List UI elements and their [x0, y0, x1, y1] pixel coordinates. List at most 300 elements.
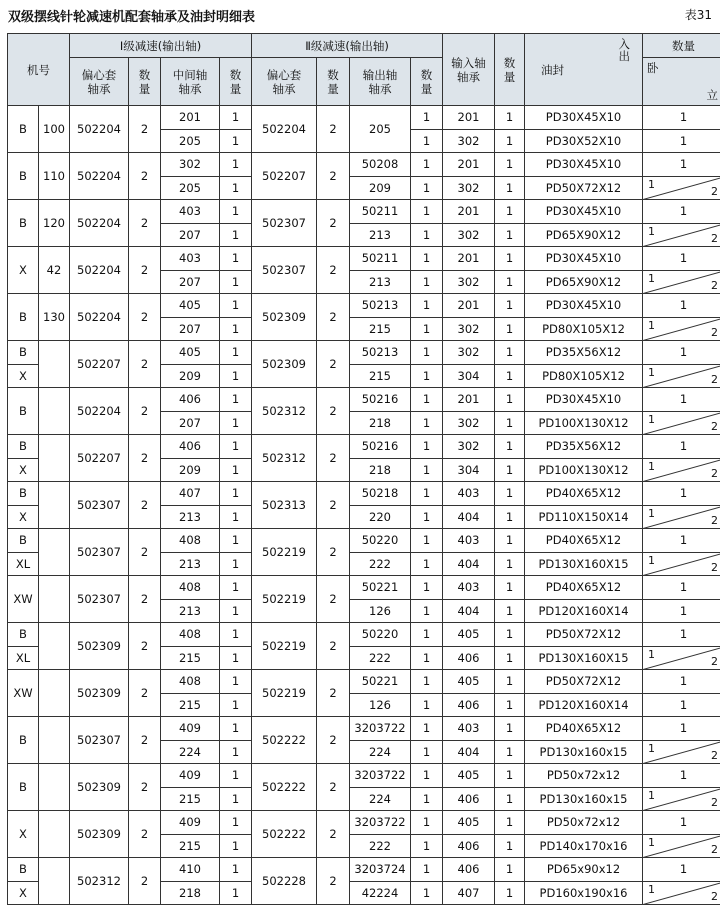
mid-bearing: 215	[161, 693, 220, 717]
ecc-qty-1: 2	[129, 576, 161, 623]
ecc-bearing-1: 502307	[70, 576, 129, 623]
mid-bearing: 207	[161, 317, 220, 341]
seal-quantity	[643, 787, 720, 811]
mid-bearing: 408	[161, 529, 220, 553]
input-bearing: 201	[443, 200, 495, 224]
table-row	[8, 341, 720, 365]
input-qty: 1	[495, 834, 525, 858]
qty-horizontal: 1	[648, 506, 656, 520]
model-type: B	[8, 529, 39, 553]
ecc-qty-1: 2	[129, 482, 161, 529]
mid-bearing: 406	[161, 435, 220, 459]
model-type: B	[8, 435, 39, 459]
ecc-bearing-2: 502219	[252, 529, 317, 576]
out-bearing: 224	[350, 740, 411, 764]
qty-vertical: 2	[711, 326, 719, 339]
ecc-qty-1: 2	[129, 811, 161, 858]
seal-quantity	[643, 411, 720, 435]
ecc-qty-1: 2	[129, 153, 161, 200]
oil-seal: PD130x160x15	[525, 787, 643, 811]
qty-common: 1	[679, 768, 688, 783]
model-size	[39, 811, 70, 858]
input-bearing: 405	[443, 764, 495, 788]
input-qty: 1	[495, 740, 525, 764]
table-row	[8, 200, 720, 224]
ecc-qty-2: 2	[317, 670, 350, 717]
input-bearing: 407	[443, 881, 495, 905]
model-size	[39, 858, 70, 905]
qty-vertical: 2	[711, 467, 719, 480]
ecc-bearing-2: 502312	[252, 435, 317, 482]
seal-quantity	[643, 740, 720, 764]
seal-quantity	[643, 881, 720, 905]
qty-vertical: 2	[711, 232, 719, 245]
out-bearing: 126	[350, 693, 411, 717]
mid-qty: 1	[220, 435, 252, 459]
input-bearing: 201	[443, 247, 495, 271]
input-qty: 1	[495, 717, 525, 741]
oil-seal: PD40X65X12	[525, 482, 643, 506]
qty-vertical: 2	[711, 420, 719, 433]
seal-quantity	[643, 670, 720, 694]
seal-quantity	[643, 458, 720, 482]
input-bearing: 302	[443, 341, 495, 365]
out-qty: 1	[411, 764, 443, 788]
mid-qty: 1	[220, 223, 252, 247]
ecc-bearing-2: 502219	[252, 623, 317, 670]
ecc-bearing-1: 502312	[70, 858, 129, 905]
model-size	[39, 670, 70, 717]
out-qty: 1	[411, 529, 443, 553]
header-qty4: 数 量	[411, 58, 443, 106]
qty-horizontal: 1	[648, 271, 656, 285]
mid-bearing: 409	[161, 717, 220, 741]
input-qty: 1	[495, 294, 525, 318]
model-type: X	[8, 811, 39, 858]
ecc-qty-1: 2	[129, 764, 161, 811]
ecc-qty-2: 2	[317, 529, 350, 576]
out-qty: 1	[411, 834, 443, 858]
out-qty: 1	[411, 364, 443, 388]
oil-seal: PD140x170x16	[525, 834, 643, 858]
input-qty: 1	[495, 576, 525, 600]
model-type: B	[8, 341, 39, 365]
oil-seal: PD40X65X12	[525, 529, 643, 553]
ecc-qty-1: 2	[129, 717, 161, 764]
mid-bearing: 405	[161, 294, 220, 318]
page-title: 双级摆线针轮减速机配套轴承及油封明细表	[8, 10, 256, 25]
mid-qty: 1	[220, 811, 252, 835]
seal-quantity	[643, 623, 720, 647]
input-qty: 1	[495, 858, 525, 882]
mid-qty: 1	[220, 529, 252, 553]
ecc-bearing-1: 502204	[70, 153, 129, 200]
input-bearing: 406	[443, 858, 495, 882]
mid-qty: 1	[220, 623, 252, 647]
qty-common: 1	[679, 580, 688, 595]
input-bearing: 302	[443, 176, 495, 200]
model-type: B	[8, 388, 39, 435]
ecc-qty-2: 2	[317, 623, 350, 670]
out-qty: 1	[411, 317, 443, 341]
oil-seal: PD50X72X12	[525, 176, 643, 200]
table-row	[8, 294, 720, 318]
ecc-bearing-2: 502228	[252, 858, 317, 905]
header-mid: 中间轴 轴承	[161, 58, 220, 106]
out-bearing: 50216	[350, 435, 411, 459]
oil-seal: PD100X130X12	[525, 411, 643, 435]
oil-seal: PD130X160X15	[525, 552, 643, 576]
mid-qty: 1	[220, 670, 252, 694]
header-hv: 卧 立	[643, 58, 720, 106]
input-qty: 1	[495, 200, 525, 224]
qty-common: 1	[679, 533, 688, 548]
qty-horizontal: 1	[648, 365, 656, 379]
mid-qty: 1	[220, 505, 252, 529]
qty-vertical: 2	[711, 796, 719, 809]
ecc-bearing-2: 502222	[252, 811, 317, 858]
ecc-bearing-2: 502307	[252, 200, 317, 247]
table-row	[8, 106, 720, 130]
out-bearing: 222	[350, 552, 411, 576]
qty-common: 1	[679, 251, 688, 266]
mid-bearing: 409	[161, 811, 220, 835]
qty-horizontal: 1	[648, 553, 656, 567]
input-bearing: 302	[443, 317, 495, 341]
out-qty: 1	[411, 341, 443, 365]
qty-vertical: 2	[711, 373, 719, 386]
out-bearing: 50221	[350, 670, 411, 694]
model-size	[39, 764, 70, 811]
qty-common: 1	[679, 157, 688, 172]
out-bearing: 3203722	[350, 764, 411, 788]
model-size	[39, 529, 70, 576]
model-size: 130	[39, 294, 70, 341]
qty-vertical: 2	[711, 561, 719, 574]
mid-qty: 1	[220, 411, 252, 435]
mid-bearing: 410	[161, 858, 220, 882]
ecc-bearing-1: 502309	[70, 623, 129, 670]
input-bearing: 405	[443, 811, 495, 835]
out-qty: 1	[411, 411, 443, 435]
input-qty: 1	[495, 693, 525, 717]
mid-qty: 1	[220, 294, 252, 318]
mid-bearing: 213	[161, 552, 220, 576]
out-bearing: 220	[350, 505, 411, 529]
qty-vertical: 2	[711, 843, 719, 856]
out-qty: 1	[411, 693, 443, 717]
table-row	[8, 670, 720, 694]
seal-quantity	[643, 176, 720, 200]
model-size	[39, 623, 70, 670]
oil-seal: PD40X65X12	[525, 717, 643, 741]
out-qty: 1	[411, 388, 443, 412]
header-model: 机号	[8, 34, 70, 106]
mid-qty: 1	[220, 599, 252, 623]
model-size	[39, 388, 70, 435]
mid-qty: 1	[220, 458, 252, 482]
table-row	[8, 764, 720, 788]
input-qty: 1	[495, 223, 525, 247]
input-qty: 1	[495, 341, 525, 365]
seal-quantity	[643, 764, 720, 788]
input-qty: 1	[495, 764, 525, 788]
ecc-bearing-1: 502204	[70, 200, 129, 247]
qty-common: 1	[679, 345, 688, 360]
ecc-qty-2: 2	[317, 388, 350, 435]
seal-quantity	[643, 505, 720, 529]
mid-qty: 1	[220, 552, 252, 576]
mid-bearing: 215	[161, 646, 220, 670]
mid-bearing: 224	[161, 740, 220, 764]
oil-seal: PD35X56X12	[525, 435, 643, 459]
seal-quantity	[643, 552, 720, 576]
oil-seal: PD130X160X15	[525, 646, 643, 670]
qty-horizontal: 1	[648, 741, 656, 755]
model-type: X	[8, 881, 39, 905]
out-qty: 1	[411, 129, 443, 153]
oil-seal: PD30X45X10	[525, 294, 643, 318]
model-size	[39, 435, 70, 482]
ecc-qty-1: 2	[129, 858, 161, 905]
qty-horizontal: 1	[648, 412, 656, 426]
input-qty: 1	[495, 458, 525, 482]
model-type: X	[8, 364, 39, 388]
out-qty: 1	[411, 505, 443, 529]
seal-quantity	[643, 247, 720, 271]
oil-seal: PD80X105X12	[525, 364, 643, 388]
qty-common: 1	[679, 627, 688, 642]
out-bearing: 3203722	[350, 717, 411, 741]
oil-seal: PD120X160X14	[525, 693, 643, 717]
out-bearing: 205	[350, 106, 411, 153]
out-bearing: 213	[350, 223, 411, 247]
input-bearing: 201	[443, 153, 495, 177]
mid-bearing: 201	[161, 106, 220, 130]
oil-seal: PD30X45X10	[525, 388, 643, 412]
input-bearing: 302	[443, 223, 495, 247]
model-type: B	[8, 294, 39, 341]
mid-bearing: 213	[161, 599, 220, 623]
model-type: B	[8, 106, 39, 153]
mid-bearing: 209	[161, 364, 220, 388]
ecc-bearing-1: 502204	[70, 247, 129, 294]
mid-qty: 1	[220, 341, 252, 365]
input-bearing: 404	[443, 552, 495, 576]
input-qty: 1	[495, 129, 525, 153]
input-qty: 1	[495, 599, 525, 623]
input-qty: 1	[495, 153, 525, 177]
input-bearing: 302	[443, 411, 495, 435]
qty-horizontal: 1	[648, 459, 656, 473]
ecc-bearing-2: 502309	[252, 294, 317, 341]
mid-bearing: 215	[161, 787, 220, 811]
mid-bearing: 403	[161, 247, 220, 271]
header-ecc1: 偏心套 轴承	[70, 58, 129, 106]
mid-qty: 1	[220, 858, 252, 882]
model-size	[39, 717, 70, 764]
input-bearing: 403	[443, 717, 495, 741]
oil-seal: PD160x190x16	[525, 881, 643, 905]
oil-seal: PD130x160x15	[525, 740, 643, 764]
mid-bearing: 207	[161, 223, 220, 247]
input-qty: 1	[495, 176, 525, 200]
header-qty1: 数 量	[129, 58, 161, 106]
out-bearing: 50211	[350, 200, 411, 224]
input-bearing: 406	[443, 834, 495, 858]
out-qty: 1	[411, 787, 443, 811]
input-bearing: 304	[443, 364, 495, 388]
input-qty: 1	[495, 364, 525, 388]
ecc-bearing-2: 502204	[252, 106, 317, 153]
mid-qty: 1	[220, 787, 252, 811]
mid-qty: 1	[220, 717, 252, 741]
out-bearing: 3203722	[350, 811, 411, 835]
qty-horizontal: 1	[648, 788, 656, 802]
out-bearing: 224	[350, 787, 411, 811]
oil-seal: PD50x72x12	[525, 811, 643, 835]
table-row	[8, 153, 720, 177]
input-bearing: 403	[443, 529, 495, 553]
out-qty: 1	[411, 106, 443, 130]
ecc-qty-2: 2	[317, 858, 350, 905]
qty-horizontal: 1	[648, 647, 656, 661]
model-size: 100	[39, 106, 70, 153]
qty-common: 1	[679, 697, 688, 712]
seal-quantity	[643, 811, 720, 835]
model-type: XL	[8, 552, 39, 576]
qty-vertical: 2	[711, 279, 719, 292]
table-row	[8, 811, 720, 835]
oil-seal: PD30X45X10	[525, 106, 643, 130]
input-qty: 1	[495, 435, 525, 459]
out-bearing: 50213	[350, 294, 411, 318]
table-row	[8, 717, 720, 741]
seal-quantity	[643, 317, 720, 341]
table-row	[8, 623, 720, 647]
mid-qty: 1	[220, 764, 252, 788]
model-size: 42	[39, 247, 70, 294]
out-bearing: 222	[350, 834, 411, 858]
seal-quantity	[643, 200, 720, 224]
mid-qty: 1	[220, 200, 252, 224]
ecc-bearing-1: 502309	[70, 811, 129, 858]
input-qty: 1	[495, 270, 525, 294]
out-bearing: 126	[350, 599, 411, 623]
out-qty: 1	[411, 717, 443, 741]
ecc-bearing-1: 502207	[70, 341, 129, 388]
ecc-qty-1: 2	[129, 106, 161, 153]
input-bearing: 404	[443, 505, 495, 529]
header-stage2: Ⅱ级减速(输出轴)	[252, 34, 443, 58]
ecc-bearing-1: 502204	[70, 294, 129, 341]
seal-quantity	[643, 388, 720, 412]
input-bearing: 404	[443, 599, 495, 623]
qty-common: 1	[679, 439, 688, 454]
out-bearing: 218	[350, 458, 411, 482]
out-qty: 1	[411, 200, 443, 224]
oil-seal: PD30X45X10	[525, 247, 643, 271]
model-type: B	[8, 153, 39, 200]
qty-horizontal: 1	[648, 318, 656, 332]
oil-seal: PD40X65X12	[525, 576, 643, 600]
out-bearing: 215	[350, 364, 411, 388]
mid-bearing: 218	[161, 881, 220, 905]
out-bearing: 3203724	[350, 858, 411, 882]
input-qty: 1	[495, 670, 525, 694]
ecc-bearing-2: 502207	[252, 153, 317, 200]
qty-common: 1	[679, 674, 688, 689]
input-bearing: 201	[443, 294, 495, 318]
seal-quantity	[643, 529, 720, 553]
input-qty: 1	[495, 811, 525, 835]
ecc-bearing-1: 502307	[70, 482, 129, 529]
table-row	[8, 529, 720, 553]
model-type: B	[8, 764, 39, 811]
ecc-qty-1: 2	[129, 623, 161, 670]
oil-seal: PD80X105X12	[525, 317, 643, 341]
ecc-qty-2: 2	[317, 106, 350, 153]
ecc-qty-2: 2	[317, 482, 350, 529]
mid-qty: 1	[220, 317, 252, 341]
ecc-bearing-1: 502204	[70, 106, 129, 153]
seal-quantity	[643, 106, 720, 130]
model-type: XL	[8, 646, 39, 670]
ecc-qty-1: 2	[129, 670, 161, 717]
model-type: X	[8, 458, 39, 482]
out-qty: 1	[411, 294, 443, 318]
out-qty: 1	[411, 247, 443, 271]
qty-horizontal: 1	[648, 177, 656, 191]
model-size	[39, 341, 70, 388]
out-qty: 1	[411, 881, 443, 905]
table-row	[8, 858, 720, 882]
model-size: 120	[39, 200, 70, 247]
oil-seal: PD120X160X14	[525, 599, 643, 623]
out-qty: 1	[411, 176, 443, 200]
out-qty: 1	[411, 576, 443, 600]
seal-quantity	[643, 693, 720, 717]
model-type: B	[8, 200, 39, 247]
qty-horizontal: 1	[648, 224, 656, 238]
input-qty: 1	[495, 411, 525, 435]
model-type: X	[8, 505, 39, 529]
qty-vertical: 2	[711, 655, 719, 668]
mid-bearing: 207	[161, 411, 220, 435]
ecc-bearing-2: 502313	[252, 482, 317, 529]
input-qty: 1	[495, 529, 525, 553]
header-qty2: 数 量	[220, 58, 252, 106]
out-qty: 1	[411, 482, 443, 506]
mid-qty: 1	[220, 129, 252, 153]
out-qty: 1	[411, 270, 443, 294]
out-qty: 1	[411, 435, 443, 459]
mid-qty: 1	[220, 834, 252, 858]
out-qty: 1	[411, 599, 443, 623]
seal-quantity	[643, 153, 720, 177]
mid-qty: 1	[220, 270, 252, 294]
input-qty: 1	[495, 388, 525, 412]
input-qty: 1	[495, 505, 525, 529]
input-bearing: 302	[443, 270, 495, 294]
input-bearing: 201	[443, 106, 495, 130]
out-bearing: 42224	[350, 881, 411, 905]
out-qty: 1	[411, 740, 443, 764]
out-bearing: 50208	[350, 153, 411, 177]
header-quantity: 数量	[643, 34, 720, 58]
input-bearing: 403	[443, 482, 495, 506]
qty-common: 1	[679, 298, 688, 313]
